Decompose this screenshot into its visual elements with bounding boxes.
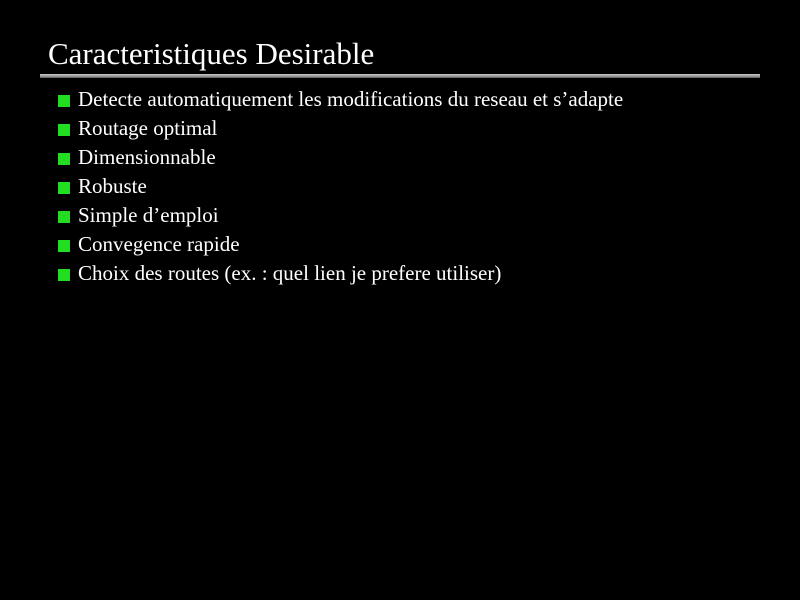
square-bullet-icon	[58, 182, 70, 194]
square-bullet-icon	[58, 124, 70, 136]
square-bullet-icon	[58, 211, 70, 223]
square-bullet-icon	[58, 153, 70, 165]
bullet-item	[58, 85, 623, 114]
bullet-text: Simple d’emploi	[78, 203, 219, 227]
bullet-text: Choix des routes (ex. : quel lien je prefere utiliser)	[78, 261, 502, 285]
bullet-text: Routage optimal	[78, 116, 218, 140]
title-divider	[40, 74, 760, 78]
bullet-item	[58, 172, 623, 201]
square-bullet-icon	[58, 240, 70, 252]
slide-title: Caracteristiques Desirable	[48, 36, 375, 71]
bullet-item	[58, 201, 623, 230]
bullet-item	[58, 230, 623, 259]
bullet-text: Robuste	[78, 174, 147, 198]
bullet-text: Convegence rapide	[78, 232, 240, 256]
bullet-item	[58, 114, 623, 143]
bullet-text: Dimensionnable	[78, 145, 216, 169]
square-bullet-icon	[58, 269, 70, 281]
bullet-item	[58, 143, 623, 172]
bullet-item	[58, 259, 623, 288]
bullet-list	[58, 85, 623, 288]
square-bullet-icon	[58, 95, 70, 107]
bullet-text: Detecte automatiquement les modifications du reseau et s’adapte	[78, 87, 624, 111]
